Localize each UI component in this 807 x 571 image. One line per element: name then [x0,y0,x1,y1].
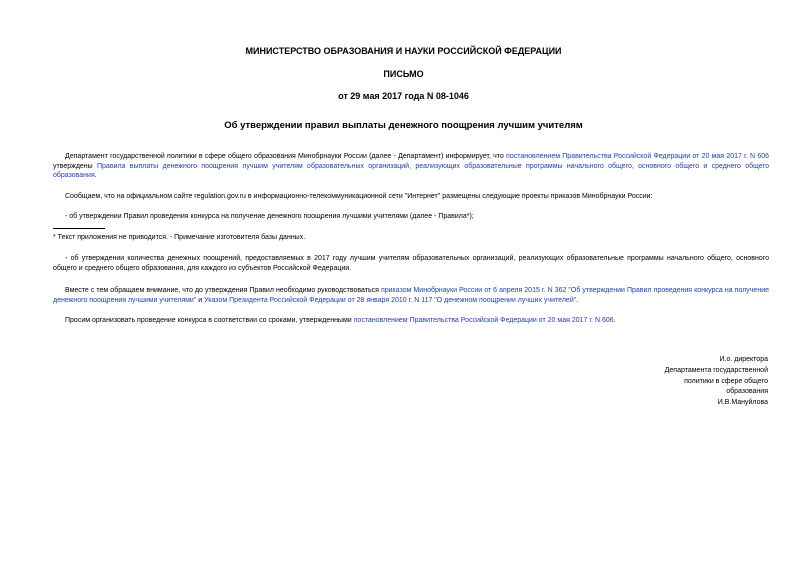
document-title: Об утверждении правил выплаты денежного поощрения лучшим учителям [224,120,583,131]
document-date-number: от 29 мая 2017 года N 08-1046 [338,91,469,101]
signature-name: И.В.Мануйлова [717,399,768,407]
footnote: * Текст приложения не приводится. - Примечание изготовителя базы данных. [53,234,306,241]
signature-line: образования [726,388,768,396]
paragraph-1-text-b: утверждены [53,162,97,170]
link-order-362[interactable]: приказом Минобрнауки России от 6 апреля 2015 г. N 362 "Об утверждении Правил проведения конкурса на получение денежного поощрения лучшими учителями" [53,287,769,304]
footnote-separator [53,228,105,229]
paragraph-6 [53,316,769,326]
paragraph-1-text-a: Департамент государственной политики в сфере общего образования Минобрнауки России (далее - Департамент) информирует, что [65,153,507,160]
paragraph-1-text-c: . [94,172,97,179]
paragraph-2: Сообщаем, что на официальном сайте regulation.gov.ru в информационно-телекоммуникационной сети "Интернет" размещены следующие проекты приказов Минобрнауки России: [65,193,653,200]
ministry-heading: МИНИСТЕРСТВО ОБРАЗОВАНИЯ И НАУКИ РОССИЙСКОЙ ФЕДЕРАЦИИ [245,46,562,56]
paragraph-3: - об утверждении Правил проведения конкурса на получение денежного поощрения лучшими учителями (далее - Правила*); [65,213,474,220]
paragraph-5-text-b: и [196,296,205,304]
signature-line: И.о. директора [719,356,768,363]
document-type: ПИСЬМО [383,69,424,79]
paragraph-5-text-a: Вместе с тем обращаем внимание, что до утверждения Правил необходимо руководствоваться [65,287,381,294]
signature-block [620,355,768,409]
paragraph-1 [53,152,769,181]
paragraph-5-text-c: . [576,296,579,304]
paragraph-6-text-a: Просим организовать проведение конкурса в соответствии со сроками, утвержденными [65,317,354,324]
paragraph-6-text-b: . [613,317,616,324]
link-presidential-decree-117[interactable]: Указом Президента Российской Федерации от 28 января 2010 г. N 117 "О денежном поощрении лучших учителей" [204,296,577,304]
link-government-decree-606[interactable]: постановлением Правительства Российской Федерации от 20 мая 2017 г. N 606 [506,153,770,160]
paragraph-4: - об утверждении количества денежных поощрений, предоставляемых в 2017 году лучшим учителям образовательных организаций, реализующих образовательные программы начального общего, основного общего и среднего общего образования, для каждого из субъектов Российской Федерации. [53,255,769,272]
paragraph-5 [53,286,769,305]
signature-line: Департамента государственной [664,366,768,374]
signature-line: политики в сфере общего [684,377,768,385]
link-payment-rules[interactable]: Правила выплаты денежного поощрения лучшим учителям образовательных организаций, реализующих образовательные программы начального общего, основного общего и среднего общего образования [53,162,769,179]
link-government-decree-606-second[interactable]: постановлением Правительства Российской Федерации от 20 мая 2017 г. N 606 [353,317,614,324]
